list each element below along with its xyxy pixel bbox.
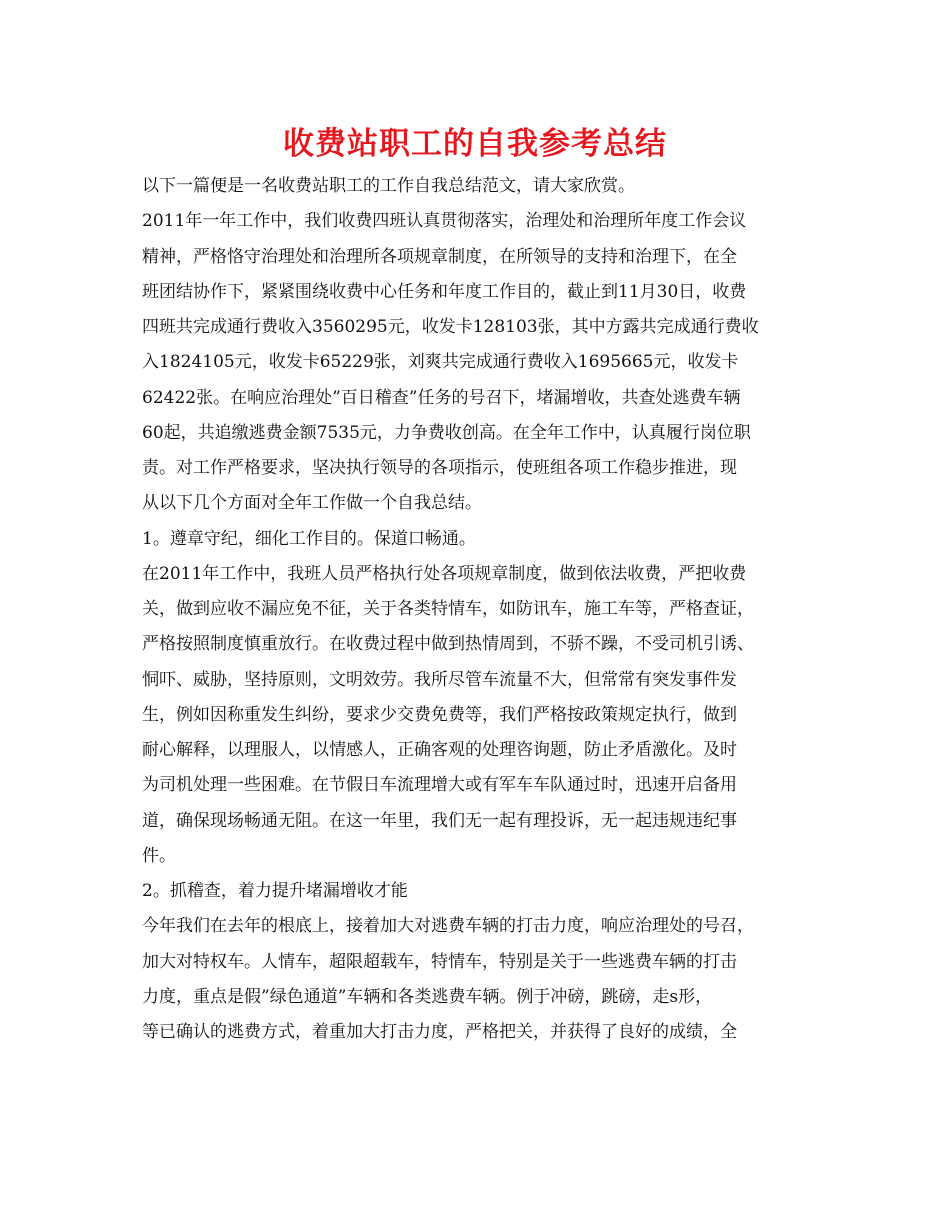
text-line: 从以下几个方面对全年工作做一个自我总结。 <box>142 493 482 513</box>
text-line: 恫吓、威胁，坚持原则，文明效劳。我所尽管车流量不大，但常常有突发事件发 <box>142 670 737 690</box>
text-line: 等已确认的逃费方式，着重加大打击力度，严格把关，并获得了良好的成绩，全 <box>142 1022 737 1042</box>
document-title: 收费站职工的自我参考总结 <box>283 126 667 162</box>
text-line: 1。遵章守纪，细化工作目的。保道口畅通。 <box>142 529 476 549</box>
text-line: 班团结协作下，紧紧围绕收费中心任务和年度工作目的，截止到11月30日，收费 <box>142 282 747 302</box>
text-line: 道，确保现场畅通无阻。在这一年里，我们无一起有理投诉，无一起违规违纪事 <box>142 811 737 831</box>
text-line: 精神，严格恪守治理处和治理所各项规章制度，在所领导的支持和治理下，在全 <box>142 247 737 267</box>
text-line: 严格按照制度慎重放行。在收费过程中做到热情周到，不骄不躁，不受司机引诱、 <box>142 634 754 654</box>
text-line: 力度，重点是假”绿色通道”车辆和各类逃费车辆。例于冲磅，跳磅，走s形， <box>142 987 713 1007</box>
text-line: 四班共完成通行费收入3560295元，收发卡128103张，其中方露共完成通行费收 <box>142 317 759 337</box>
text-line: 为司机处理一些困难。在节假日车流理增大或有军车车队通过时，迅速开启备用 <box>142 775 737 795</box>
text-line: 件。 <box>142 846 176 866</box>
text-line: 以下一篇便是一名收费站职工的工作自我总结范文，请大家欣赏。 <box>142 176 635 196</box>
text-line: 2011年一年工作中，我们收费四班认真贯彻落实，治理处和治理所年度工作会议 <box>142 211 747 231</box>
text-line: 责。对工作严格要求，坚决执行领导的各项指示，使班组各项工作稳步推进，现 <box>142 458 737 478</box>
text-line: 耐心解释，以理服人，以情感人，正确客观的处理咨询题，防止矛盾激化。及时 <box>142 740 737 760</box>
text-line: 今年我们在去年的根底上，接着加大对逃费车辆的打击力度，响应治理处的号召， <box>142 916 754 936</box>
text-line: 关，做到应收不漏应免不征，关于各类特情车，如防讯车，施工车等，严格查证， <box>142 599 754 619</box>
text-line: 在2011年工作中，我班人员严格执行处各项规章制度，做到依法收费，严把收费 <box>142 564 747 584</box>
text-line: 加大对特权车。人情车，超限超载车，特情车，特别是关于一些逃费车辆的打击 <box>142 952 737 972</box>
text-line: 60起，共追缴逃费金额7535元，力争费收创高。在全年工作中，认真履行岗位职 <box>142 423 751 443</box>
text-line: 62422张。在响应治理处”百日稽查”任务的号召下，堵漏增收，共查处逃费车辆 <box>142 388 741 408</box>
text-line: 2。抓稽查，着力提升堵漏增收才能 <box>142 881 408 901</box>
text-line: 生，例如因称重发生纠纷，要求少交费免费等，我们严格按政策规定执行，做到 <box>142 705 737 725</box>
text-line: 入1824105元，收发卡65229张，刘爽共完成通行费收入1695665元，收发卡 <box>142 352 739 372</box>
